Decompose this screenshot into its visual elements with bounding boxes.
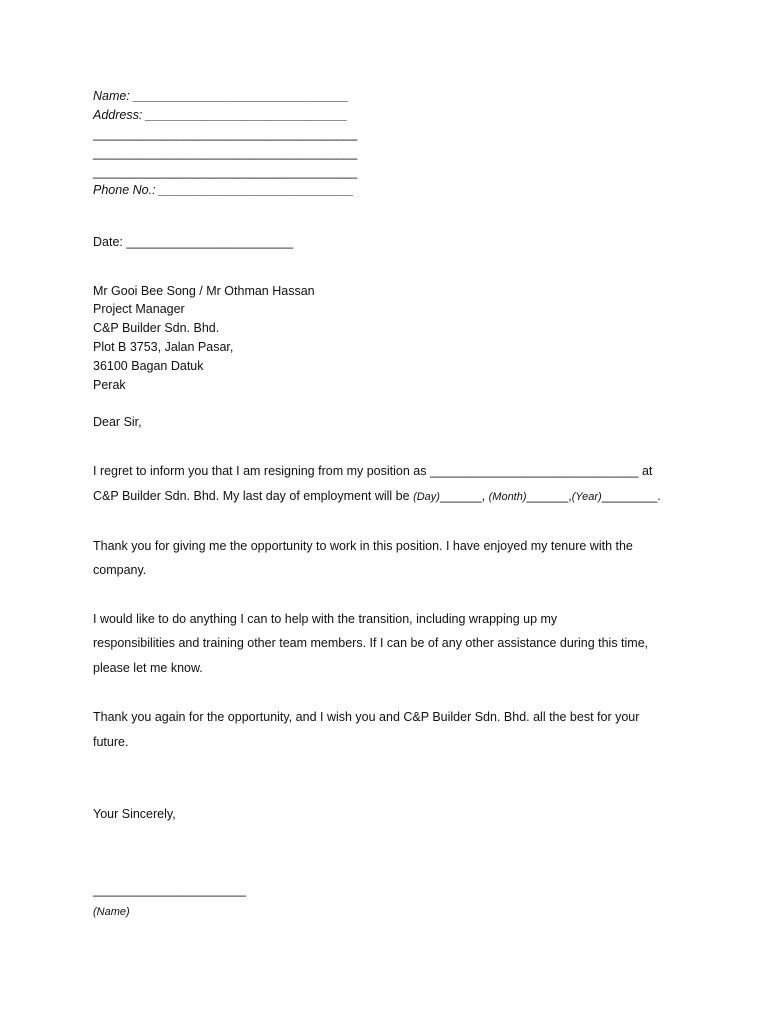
day-blank: ______, (439, 489, 489, 503)
month-label: (Month) (488, 491, 527, 503)
sender-address-blank-1: ______________________________________ (93, 127, 358, 141)
signature-caption: (Name) (93, 906, 130, 918)
closing: Your Sincerely, (93, 807, 176, 821)
year-blank: ________. (601, 489, 661, 503)
recipient-title: Project Manager (93, 302, 185, 316)
paragraph1-line2-text: C&P Builder Sdn. Bhd. My last day of employment will be (93, 489, 414, 503)
year-label: (Year) (571, 491, 602, 503)
sender-phone-line: Phone No.: ____________________________ (93, 183, 354, 197)
paragraph3-line1: I would like to do anything I can to help with the transition, including wrapping up my (93, 612, 558, 626)
paragraph4-line2: future. (93, 735, 129, 749)
recipient-company: C&P Builder Sdn. Bhd. (93, 321, 220, 335)
salutation: Dear Sir, (93, 415, 142, 429)
recipient-names: Mr Gooi Bee Song / Mr Othman Hassan (93, 284, 315, 298)
sender-name-line: Name: _______________________________ (93, 89, 349, 103)
paragraph1-line1: I regret to inform you that I am resigning from my position as ______________________________ at (93, 464, 653, 478)
sender-address-line: Address: _____________________________ (93, 108, 348, 122)
paragraph3-line2: responsibilities and training other team members. If I can be of any other assistance during this time, (93, 636, 649, 650)
paragraph1-line2 (93, 488, 661, 505)
recipient-street: Plot B 3753, Jalan Pasar, (93, 340, 234, 354)
paragraph3-line3: please let me know. (93, 661, 203, 675)
date-line: Date: ________________________ (93, 235, 294, 249)
sender-address-blank-3: ______________________________________ (93, 165, 358, 179)
paragraph2-line2: company. (93, 563, 147, 577)
paragraph4-line1: Thank you again for the opportunity, and I wish you and C&P Builder Sdn. Bhd. all the best for your (93, 710, 640, 724)
month-blank: ______, (526, 489, 572, 503)
paragraph2-line1: Thank you for giving me the opportunity to work in this position. I have enjoyed my tenure with the (93, 539, 633, 553)
signature-line: ______________________ (93, 883, 246, 897)
recipient-state: Perak (93, 378, 126, 392)
sender-address-blank-2: ______________________________________ (93, 146, 358, 160)
recipient-city: 36100 Bagan Datuk (93, 359, 204, 373)
day-label: (Day) (413, 491, 440, 503)
